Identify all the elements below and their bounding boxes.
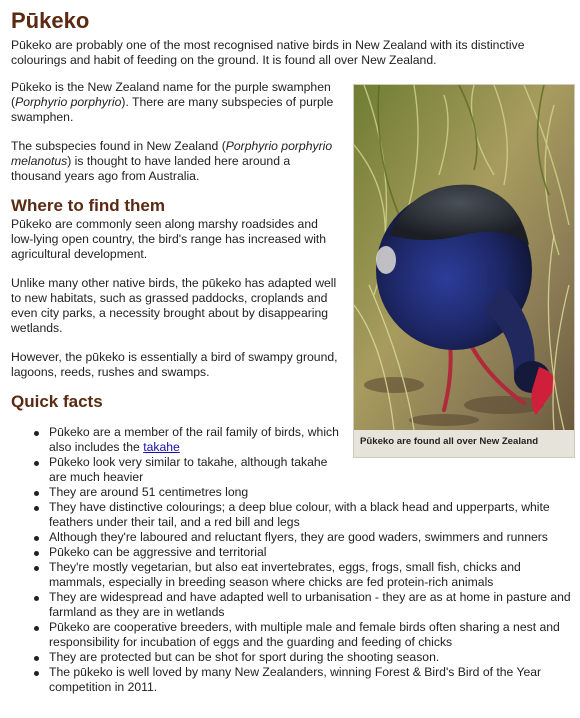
list-item: They have distinctive colourings; a deep blue colour, with a black head and upperparts, white feathers under their tail, and a red bill and legs bbox=[49, 500, 579, 530]
figure-caption: Pūkeko are found all over New Zealand bbox=[360, 436, 539, 447]
list-item: Pūkeko look very similar to takahe, although takahe are much heavier bbox=[49, 455, 339, 485]
quick-facts-heading: Quick facts bbox=[11, 392, 103, 411]
list-item: Although they're laboured and reluctant flyers, they are good waders, swimmers and runners bbox=[49, 530, 579, 545]
where-heading: Where to find them bbox=[11, 196, 165, 215]
quick-facts-list bbox=[11, 425, 579, 695]
where-paragraph-3: However, the pūkeko is essentially a bird of swampy ground, lagoons, reeds, rushes and swamps. bbox=[11, 350, 338, 379]
list-item: Pūkeko are a member of the rail family of birds, which also includes the takahe bbox=[49, 425, 339, 454]
intro-paragraph: Pūkeko are probably one of the most recognised native birds in New Zealand with its distinctive colourings and habit of feeding on the ground. It is found all over New Zealand. bbox=[11, 38, 525, 67]
list-item: The pūkeko is well loved by many New Zealanders, winning Forest & Bird's Bird of the Year competition in 2011. bbox=[49, 665, 579, 695]
pukeko-photo bbox=[354, 85, 574, 430]
where-paragraph-2: Unlike many other native birds, the pūkeko has adapted well to new habitats, such as grassed paddocks, croplands and even city parks, a necessity brought about by disappearing wetlands. bbox=[11, 276, 337, 335]
about-paragraph-2: The subspecies found in New Zealand (Porphyrio porphyrio melanotus) is thought to have landed here around a thousand years ago from Australia. bbox=[11, 139, 333, 183]
subspecies-name: Porphyrio porphyrio melanotus bbox=[11, 139, 333, 168]
list-item: Pūkeko can be aggressive and territorial bbox=[49, 545, 579, 560]
about-section bbox=[11, 80, 341, 184]
page-title: Pūkeko bbox=[11, 8, 90, 33]
where-section bbox=[11, 195, 341, 380]
list-item: They're mostly vegetarian, but also eat invertebrates, eggs, frogs, small fish, chicks and mammals, especially in breeding season where chicks are fed protein-rich animals bbox=[49, 560, 579, 590]
list-item: Pūkeko are cooperative breeders, with multiple male and female birds often sharing a nest and responsibility for incubation of eggs and the guarding and feeding of chicks bbox=[49, 620, 579, 650]
takahe-link[interactable]: takahe bbox=[143, 440, 180, 454]
list-item: They are around 51 centimetres long bbox=[49, 485, 579, 500]
quick-facts-section bbox=[11, 391, 573, 695]
list-item: They are widespread and have adapted well to urbanisation - they are as at home in pasture and farmland as they are in wetlands bbox=[49, 590, 579, 620]
list-item: They are protected but can be shot for sport during the shooting season. bbox=[49, 650, 579, 665]
article bbox=[11, 0, 573, 694]
species-name: Porphyrio porphyrio bbox=[15, 95, 122, 109]
where-paragraph-1: Pūkeko are commonly seen along marshy roadsides and low-lying open country, the bird's range has increased with agricultural development. bbox=[11, 217, 327, 261]
about-paragraph-1: Pūkeko is the New Zealand name for the purple swamphen (Porphyrio porphyrio). There are many subspecies of purple swamphen. bbox=[11, 80, 334, 124]
